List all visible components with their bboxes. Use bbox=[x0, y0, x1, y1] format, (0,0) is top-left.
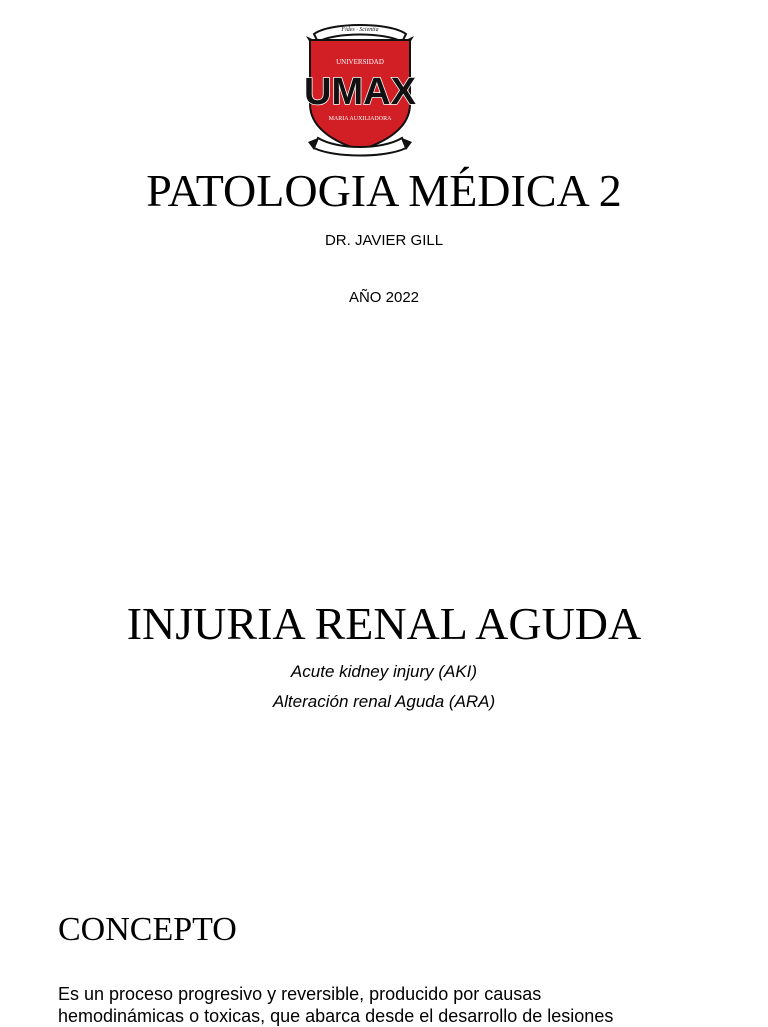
umax-logo bbox=[290, 16, 430, 158]
topic-slide bbox=[0, 540, 768, 760]
course-year: AÑO 2022 bbox=[348, 289, 420, 306]
topic-subtitle-spanish: Alteración renal Aguda (ARA) bbox=[272, 692, 496, 711]
topic-title: INJURIA RENAL AGUDA bbox=[126, 598, 642, 649]
title-slide bbox=[0, 0, 768, 330]
course-title: PATOLOGIA MÉDICA 2 bbox=[146, 165, 622, 216]
logo-bottom-text: MARIA AUXILIADORA bbox=[328, 116, 392, 122]
doctor-name: DR. JAVIER GILL bbox=[324, 232, 444, 249]
concept-body-line: hemodinámicas o toxicas, que abarca desde el desarrollo de lesiones bbox=[58, 1006, 614, 1026]
concept-title: CONCEPTO bbox=[58, 911, 237, 948]
concept-body-line: Es un proceso progresivo y reversible, producido por causas bbox=[58, 984, 542, 1004]
logo-wordmark: UMAX bbox=[304, 71, 416, 113]
logo-top-text: UNIVERSIDAD bbox=[336, 58, 384, 66]
concept-slide bbox=[0, 880, 768, 1024]
concept-body bbox=[58, 983, 738, 1027]
topic-subtitle-english: Acute kidney injury (AKI) bbox=[290, 662, 478, 681]
logo-banner-text: Fides · Scientia bbox=[341, 27, 379, 33]
